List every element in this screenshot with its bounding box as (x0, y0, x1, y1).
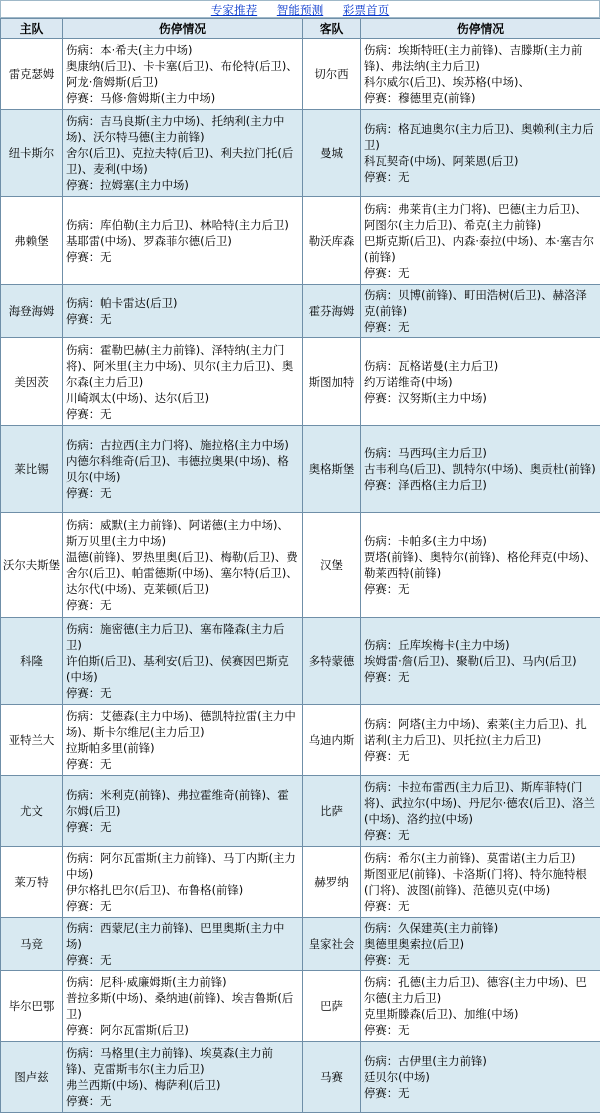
away-team: 汉堡 (303, 513, 361, 618)
home-team: 马竞 (1, 918, 63, 971)
info-line: 伤病：贝博(前锋)、町田浩树(后卫)、赫洛泽克(前锋) (364, 288, 587, 318)
home-team: 尤文 (1, 776, 63, 847)
info-line: 停赛：无 (66, 686, 112, 700)
home-injury-info (63, 618, 303, 705)
home-team: 沃尔夫斯堡 (1, 513, 63, 618)
away-injury-info (361, 847, 600, 918)
info-line: 巴斯克斯(后卫)、内森·泰拉(中场)、本·塞吉尔(前锋) (364, 233, 595, 264)
info-line: 普拉多斯(中场)、桑纳迪(前锋)、埃吉鲁斯(后卫) (66, 991, 294, 1021)
info-line: 舍尔(后卫)、克拉夫特(后卫)、利夫拉门托(后卫)、麦利(中场) (66, 146, 294, 176)
away-team: 皇家社会 (303, 918, 361, 971)
table-row (1, 285, 600, 338)
table-row (1, 705, 600, 776)
header-away-info: 伤停情况 (361, 19, 600, 39)
table-row (1, 426, 600, 513)
info-line: 拉斯帕多里(前锋) (66, 741, 155, 755)
top-nav (0, 0, 600, 18)
table-row (1, 1042, 600, 1113)
home-injury-info (63, 1042, 303, 1113)
info-line: 伤病：阿塔(主力中场)、索莱(主力后卫)、扎诺利(主力后卫)、贝托拉(主力后卫) (364, 717, 587, 747)
info-line: 伤病：古伊里(主力前锋) (364, 1054, 487, 1068)
away-injury-info (361, 1042, 600, 1113)
table-row (1, 618, 600, 705)
home-injury-info (63, 197, 303, 285)
info-line: 停赛：无 (364, 1023, 410, 1037)
home-team: 纽卡斯尔 (1, 110, 63, 197)
table-row (1, 110, 600, 197)
info-line: 伤病：丘库埃梅卡(主力中场) (364, 638, 510, 652)
away-injury-info (361, 513, 600, 618)
away-team: 赫罗纳 (303, 847, 361, 918)
info-line: 伤病：瓦格诺曼(主力后卫) (364, 358, 499, 373)
away-injury-info (361, 39, 600, 110)
home-team: 莱万特 (1, 847, 63, 918)
info-line: 伤病：弗莱肯(主力门将)、巴德(主力后卫)、阿图尔(主力后卫)、希克(主力前锋) (364, 201, 587, 232)
info-line: 伊尔格扎巴尔(后卫)、布鲁格(前锋) (66, 883, 244, 897)
table-row (1, 39, 600, 110)
table-row (1, 918, 600, 971)
info-line: 温德(前锋)、罗热里奥(后卫)、梅勒(后卫)、费舍尔(后卫)、帕雷德斯(中场)、塞尔特(后卫)、达尔代(中场)、克莱顿(后卫) (66, 550, 298, 596)
info-line: 停赛：泽西格(主力后卫) (364, 478, 487, 492)
info-line: 停赛：穆德里克(前锋) (364, 91, 476, 105)
info-line: 伤病：施密德(主力后卫)、塞布隆森(主力后卫) (66, 622, 285, 652)
info-line: 克里斯滕森(后卫)、加维(中场) (364, 1007, 519, 1021)
away-injury-info (361, 426, 600, 513)
info-line: 埃姆雷·詹(后卫)、聚勒(后卫)、马内(后卫) (364, 654, 577, 668)
info-line: 伤病：尼科·威廉姆斯(主力前锋) (66, 975, 227, 989)
info-line: 伤病：威默(主力前锋)、阿诺德(主力中场)、斯万贝里(主力中场) (66, 518, 289, 548)
info-line: 伤病：埃斯特旺(主力前锋)、吉滕斯(主力前锋)、弗法纳(主力后卫) (364, 43, 583, 73)
info-line: 停赛：汉努斯(主力中场) (364, 390, 487, 405)
away-team: 奥格斯堡 (303, 426, 361, 513)
info-line: 伤病：库伯勒(主力后卫)、林哈特(主力后卫) (66, 217, 289, 232)
nav-link-prediction[interactable]: 智能预测 (276, 3, 324, 17)
table-header-row (1, 19, 600, 39)
table-row (1, 971, 600, 1042)
info-line: 停赛：无 (364, 320, 410, 334)
away-injury-info (361, 110, 600, 197)
info-line: 停赛：无 (66, 249, 112, 264)
home-team: 图卢兹 (1, 1042, 63, 1113)
home-injury-info (63, 513, 303, 618)
away-injury-info (361, 705, 600, 776)
info-line: 停赛：无 (364, 582, 410, 596)
away-team: 勒沃库森 (303, 197, 361, 285)
info-line: 廷贝尔(中场) (364, 1070, 430, 1084)
home-team: 莱比锡 (1, 426, 63, 513)
info-line: 停赛：无 (66, 899, 112, 913)
info-line: 停赛：拉姆塞(主力中场) (66, 178, 189, 192)
away-team: 乌迪内斯 (303, 705, 361, 776)
info-line: 弗兰西斯(中场)、梅萨利(后卫) (66, 1078, 221, 1092)
info-line: 停赛：无 (66, 820, 112, 834)
info-line: 伤病：卡帕多(主力中场) (364, 534, 487, 548)
info-line: 停赛：无 (66, 598, 112, 612)
away-injury-info (361, 338, 600, 426)
home-injury-info (63, 110, 303, 197)
home-team: 美因茨 (1, 338, 63, 426)
info-line: 伤病：卡拉布雷西(主力后卫)、斯库菲特(门将)、武拉尔(中场)、丹尼尔·德农(后卫)、洛兰(中场)、洛约拉(中场) (364, 780, 595, 826)
info-line: 伤病：霍勒巴赫(主力前锋)、泽特纳(主力门将)、阿米里(主力中场)、贝尔(主力后卫)、奥尔森(主力后卫) (66, 342, 294, 389)
info-line: 停赛：无 (364, 265, 410, 280)
info-line: 停赛：无 (66, 757, 112, 771)
away-team: 霍芬海姆 (303, 285, 361, 338)
nav-link-lottery-home[interactable]: 彩票首页 (342, 3, 390, 17)
info-line: 伤病：久保建英(主力前锋) (364, 921, 499, 935)
info-line: 许伯斯(后卫)、基利安(后卫)、侯赛因巴斯克(中场) (66, 654, 289, 684)
away-team: 比萨 (303, 776, 361, 847)
table-body (1, 39, 600, 1113)
info-line: 科瓦契奇(中场)、阿莱恩(后卫) (364, 154, 519, 168)
info-line: 停赛：无 (364, 670, 410, 684)
info-line: 伤病：阿尔瓦雷斯(主力前锋)、马丁内斯(主力中场) (66, 851, 296, 881)
away-team: 多特蒙德 (303, 618, 361, 705)
away-team: 斯图加特 (303, 338, 361, 426)
info-line: 伤病：希尔(主力前锋)、莫雷诺(主力后卫) (364, 851, 576, 865)
info-line: 古韦利乌(后卫)、凯特尔(中场)、奥贡杜(前锋) (364, 462, 596, 476)
info-line: 斯图亚尼(前锋)、卡洛斯(门将)、特尔施特根(门将)、波图(前锋)、范德贝克(中场) (364, 867, 587, 897)
away-team: 曼城 (303, 110, 361, 197)
info-line: 约万诺维奇(中场) (364, 374, 453, 389)
away-injury-info (361, 918, 600, 971)
info-line: 伤病：本·希夫(主力中场) (66, 43, 193, 57)
info-line: 伤病：帕卡雷达(后卫) (66, 296, 178, 310)
away-team: 切尔西 (303, 39, 361, 110)
home-team: 科隆 (1, 618, 63, 705)
home-injury-info (63, 39, 303, 110)
info-line: 停赛：无 (364, 1086, 410, 1100)
info-line: 停赛：无 (364, 828, 410, 842)
info-line: 停赛：无 (66, 953, 112, 967)
home-injury-info (63, 338, 303, 426)
info-line: 科尔威尔(后卫)、埃苏格(中场)、 (364, 75, 530, 89)
away-injury-info (361, 776, 600, 847)
home-team: 雷克瑟姆 (1, 39, 63, 110)
home-injury-info (63, 918, 303, 971)
home-injury-info (63, 847, 303, 918)
home-injury-info (63, 776, 303, 847)
info-line: 基耶雷(中场)、罗森菲尔德(后卫) (66, 233, 232, 248)
info-line: 奥德里奥索拉(后卫) (364, 937, 465, 951)
home-injury-info (63, 705, 303, 776)
table-row (1, 513, 600, 618)
away-injury-info (361, 197, 600, 285)
info-line: 伤病：古拉西(主力门将)、施拉格(主力中场) (66, 438, 289, 452)
injury-table (0, 18, 600, 1113)
table-row (1, 197, 600, 285)
info-line: 奥康纳(后卫)、卡卡塞(后卫)、布伦特(后卫)、阿龙·詹姆斯(后卫) (66, 59, 298, 89)
nav-link-expert[interactable]: 专家推荐 (210, 3, 258, 17)
home-team: 亚特兰大 (1, 705, 63, 776)
info-line: 伤病：马西玛(主力后卫) (364, 446, 487, 460)
info-line: 伤病：吉马良斯(主力中场)、托纳利(主力中场)、沃尔特马德(主力前锋) (66, 114, 285, 144)
info-line: 伤病：马格里(主力前锋)、埃莫森(主力前锋)、克雷斯韦尔(主力后卫) (66, 1046, 273, 1076)
info-line: 停赛：无 (364, 170, 410, 184)
header-home-info: 伤停情况 (63, 19, 303, 39)
info-line: 停赛：马修·詹姆斯(主力中场) (66, 91, 216, 105)
home-injury-info (63, 426, 303, 513)
info-line: 停赛：阿尔瓦雷斯(后卫) (66, 1023, 189, 1037)
info-line: 川崎飒太(中场)、达尔(后卫) (66, 390, 210, 405)
info-line: 贾塔(前锋)、奥特尔(前锋)、格伦拜克(中场)、勒莱西特(前锋) (364, 550, 596, 580)
home-injury-info (63, 285, 303, 338)
table-row (1, 776, 600, 847)
home-team: 海登海姆 (1, 285, 63, 338)
home-team: 毕尔巴鄂 (1, 971, 63, 1042)
away-injury-info (361, 285, 600, 338)
info-line: 停赛：无 (66, 486, 112, 500)
info-line: 伤病：格瓦迪奥尔(主力后卫)、奥赖利(主力后卫) (364, 122, 594, 152)
info-line: 内德尔科维奇(后卫)、韦德拉奥果(中场)、格贝尔(中场) (66, 454, 289, 484)
info-line: 停赛：无 (364, 953, 410, 967)
info-line: 停赛：无 (66, 312, 112, 326)
away-injury-info (361, 971, 600, 1042)
home-team: 弗赖堡 (1, 197, 63, 285)
info-line: 伤病：米利克(前锋)、弗拉霍维奇(前锋)、霍尔姆(后卫) (66, 788, 289, 818)
away-team: 巴萨 (303, 971, 361, 1042)
table-row (1, 338, 600, 426)
table-row (1, 847, 600, 918)
header-away: 客队 (303, 19, 361, 39)
away-injury-info (361, 618, 600, 705)
info-line: 停赛：无 (66, 406, 112, 421)
home-injury-info (63, 971, 303, 1042)
info-line: 伤病：孔德(主力后卫)、德容(主力中场)、巴尔德(主力后卫) (364, 975, 587, 1005)
info-line: 伤病：西蒙尼(主力前锋)、巴里奥斯(主力中场) (66, 921, 285, 951)
header-home: 主队 (1, 19, 63, 39)
away-team: 马赛 (303, 1042, 361, 1113)
info-line: 伤病：艾德森(主力中场)、德凯特拉雷(主力中场)、斯卡尔维尼(主力后卫) (66, 709, 296, 739)
info-line: 停赛：无 (66, 1094, 112, 1108)
info-line: 停赛：无 (364, 899, 410, 913)
info-line: 停赛：无 (364, 749, 410, 763)
